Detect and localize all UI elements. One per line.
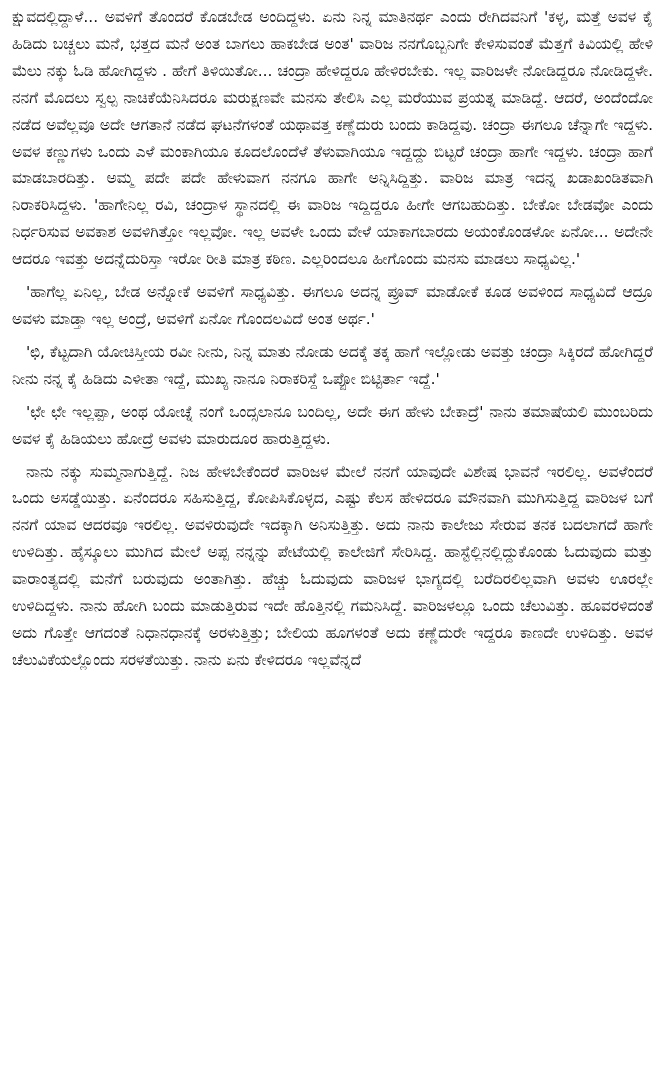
body-paragraph: 'ಹಾಗೆಲ್ಲ ಏನಿಲ್ಲ, ಬೇಡ ಅನ್ನೋಕೆ ಅವಳಿಗೆ ಸಾಧ್ಯವಿತ್ತು. ಈಗಲೂ ಅದನ್ನ ಪ್ರೂವ್ ಮಾಡೋಕೆ ಕೂಡ ಅವಳಿಂದ ಸಾಧ್ಯವಿದೆ ಆದ್ರೂ ಅವಳು ಮಾಡ್ತಾ ಇಲ್ಲ ಅಂದ್ರೆ, ಅವಳಿಗೆ ಏನೋ ಗೊಂದಲವಿದೆ ಅಂತ ಅರ್ಥ.'	[12, 283, 653, 328]
body-paragraph: ಕ್ಷುವದಲ್ಲಿದ್ದಾಳೆ... ಅವಳಿಗೆ ತೊಂದರೆ ಕೊಡಬೇಡ ಅಂದಿದ್ದಳು. ಏನು ನಿನ್ನ ಮಾತಿನರ್ಥ ಎಂದು ರೇಗಿದವನಿಗೆ 'ಕಳ್ಳ, ಮತ್ತೆ ಅವಳ ಕೈ ಹಿಡಿದು ಬಚ್ಚಲು ಮನೆ, ಭತ್ತದ ಮನೆ ಅಂತ ಬಾಗಲು ಹಾಕಬೇಡ ಅಂತ' ವಾರಿಜ ನನಗೊಬ್ಬನಿಗೇ ಕೇಳಿಸುವಂತೆ ಮೆತ್ತಗೆ ಕಿವಿಯಲ್ಲಿ ಹೇಳಿ ಮೆಲು ನಕ್ಕು ಓಡಿ ಹೋಗಿದ್ದಳು . ಹೇಗೆ ತಿಳಿಯಿತೋ... ಚಂದ್ರಾ ಹೇಳಿದ್ದರೂ ಹೇಳಿರಬೇಕು. ಇಲ್ಲ ವಾರಿಜಳೇ ನೋಡಿದ್ದರೂ ನೋಡಿದ್ದಳೇ. ನನಗೆ ಮೊದಲು ಸ್ವಲ್ಪ ನಾಚಿಕೆಯೆನಿಸಿದರೂ ಮರುಕ್ಷಣವೇ ಮನಸು ತೇಲಿಸಿ ಎಲ್ಲ ಮರೆಯುವ ಪ್ರಯತ್ನ ಮಾಡಿದ್ದೆ. ಆದರೆ, ಅಂದೆಂದೋ ನಡೆದ ಅವೆಲ್ಲವೂ ಅದೇ ಆಗತಾನೆ ನಡೆದ ಘಟನೆಗಳಂತೆ ಯಥಾವತ್ತ ಕಣ್ಣೆದುರು ಬಂದು ಕಾಡಿದ್ದವು. ಚಂದ್ರಾ ಈಗಲೂ ಚೆನ್ನಾಗೇ ಇದ್ದಳು. ಅವಳ ಕಣ್ಣುಗಳು ಒಂದು ಎಳೆ ಮಂಕಾಗಿಯೂ ಕೂದಲೊಂದೆಳೆ ತೆಳುವಾಗಿಯೂ ಇದ್ದದ್ದು ಬಿಟ್ಟರೆ ಚಂದ್ರಾ ಹಾಗೇ ಇದ್ದಳು. ಚಂದ್ರಾ ಹಾಗೆ ಮಾಡಬಾರದಿತ್ತು. ಅಮ್ಮ ಪದೇ ಪದೇ ಹೇಳುವಾಗ ನನಗೂ ಹಾಗೇ ಅನ್ನಿಸಿದ್ದಿತ್ತು. ವಾರಿಜ ಮಾತ್ರ ಇದನ್ನ ಖಡಾಖಂಡಿತವಾಗಿ ನಿರಾಕರಿಸಿದ್ದಳು. 'ಹಾಗೇನಿಲ್ಲ ರವಿ, ಚಂದ್ರಾಳ ಸ್ಥಾನದಲ್ಲಿ ಈ ವಾರಿಜ ಇದ್ದಿದ್ದರೂ ಹೀಗೇ ಆಗಬಹುದಿತ್ತು. ಬೇಕೋ ಬೇಡವೋ ಎಂದು ನಿರ್ಧರಿಸುವ ಅವಕಾಶ ಅವಳಿಗಿತ್ತೋ ಇಲ್ಲವೋ. ಇಲ್ಲ ಅವಳೇ ಒಂದು ವೇಳೆ ಯಾಕಾಗಬಾರದು ಅಯಂಕೊಂಡಳೋ ಏನೋ... ಅದೇನೇ ಆದರೂ ಇವತ್ತು ಅದನ್ನೆದುರಿಸ್ತಾ ಇರೋ ರೀತಿ ಮಾತ್ರ ಕಠಿಣ. ಎಲ್ಲರಿಂದಲೂ ಹೀಗೊಂದು ಮನಸು ಮಾಡಲು ಸಾಧ್ಯವಿಲ್ಲ.'	[12, 8, 653, 269]
body-paragraph: 'ಛಿ, ಕೆಟ್ಟದಾಗಿ ಯೋಚಿಸ್ತೀಯ ರವೀ ನೀನು, ನಿನ್ನ ಮಾತು ನೋಡು ಅದಕ್ಕೆ ತಕ್ಕ ಹಾಗೆ ಇಲ್ಲೋಡು ಅವತ್ತು ಚಂದ್ರಾ ಸಿಕ್ಕಿರದೆ ಹೋಗಿದ್ದರೆ ನೀನು ನನ್ನ ಕೈ ಹಿಡಿದು ಎಳೀತಾ ಇದ್ದೆ, ಮುಖ್ಯ ನಾನೂ ನಿರಾಕರಿಸ್ದೆ ಒಪ್ಪೋ ಬಿಟ್ಟಿರ್ತಾ ಇದ್ದೆ.'	[12, 342, 653, 388]
body-paragraph: 'ಛೇ ಛೇ ಇಲ್ಲಪ್ಪಾ, ಅಂಥ ಯೋಚ್ನೆ ನಂಗೆ ಒಂದ್ಸಲಾನೂ ಬಂದಿಲ್ಲ, ಅದೇ ಈಗ ಹೇಳು ಬೇಕಾದ್ರೆ' ನಾನು ತಮಾಷೆಯಲಿ ಮುಂಬರಿದು ಅವಳ ಕೈ ಹಿಡಿಯಲು ಹೋದ್ರೆ ಅವಳು ಮಾರುದೂರ ಹಾರುತ್ತಿದ್ದಳು.	[12, 402, 653, 448]
body-paragraph: ನಾನು ನಕ್ಕು ಸುಮ್ಮನಾಗುತ್ತಿದ್ದೆ. ನಿಜ ಹೇಳಬೇಕೆಂದರೆ ವಾರಿಜಳ ಮೇಲೆ ನನಗೆ ಯಾವುದೇ ವಿಶೇಷ ಭಾವನೆ ಇರಲಿಲ್ಲ. ಅವಳೆಂದರೆ ಒಂದು ಅಸಡ್ಡೆಯಿತ್ತು. ಏನೆಂದರೂ ಸಹಿಸುತ್ತಿದ್ದ, ಕೋಪಿಸಿಕೊಳ್ಳದ, ಎಷ್ಟು ಕೆಲಸ ಹೇಳಿದರೂ ಮೌನವಾಗಿ ಮುಗಿಸುತ್ತಿದ್ದ ವಾರಿಜಳ ಬಗೆ ನನಗೆ ಯಾವ ಆದರವೂ ಇರಲಿಲ್ಲ. ಅವಳಿರುವುದೇ ಇದಕ್ಕಾಗಿ ಅನಿಸುತ್ತಿತ್ತು. ಅದು ನಾನು ಕಾಲೇಜು ಸೇರುವ ತನಕ ಬದಲಾಗದೆ ಹಾಗೇ ಉಳಿದಿತ್ತು. ಹೈಸ್ಕೂಲು ಮುಗಿದ ಮೇಲೆ ಅಪ್ಪ ನನ್ನನ್ನು ಪೇಟೆಯಲ್ಲಿ ಕಾಲೇಜಿಗೆ ಸೇರಿಸಿದ್ದ. ಹಾಸ್ಟೆಲ್ಲಿನಲ್ಲಿದ್ದುಕೊಂಡು ಓದುವುದು ಮತ್ತು ವಾರಾಂತ್ಯದಲ್ಲಿ ಮನೆಗೆ ಬರುವುದು ಅಂತಾಗಿತ್ತು. ಹೆಚ್ಚು ಓದುವುದು ವಾರಿಜಳ ಭಾಗ್ಯದಲ್ಲಿ ಬರೆದಿರಲಿಲ್ಲವಾಗಿ ಅವಳು ಊರಲ್ಲೇ ಉಳಿದಿದ್ದಳು. ನಾನು ಹೋಗಿ ಬಂದು ಮಾಡುತ್ತಿರುವ ಇದೇ ಹೊತ್ತಿನಲ್ಲಿ ಗಮನಿಸಿದ್ದೆ. ವಾರಿಜಳಲ್ಲೂ ಒಂದು ಚೆಲುವಿತ್ತು. ಹೂವರಳಿದಂತೆ ಅದು ಗೊತ್ತೇ ಆಗದಂತೆ ನಿಧಾನಧಾನಕ್ಕೆ ಅರಳುತ್ತಿತ್ತು; ಬೇಲಿಯ ಹೂಗಳಂತೆ ಅದು ಕಣ್ಣೆದುರೇ ಇದ್ದರೂ ಕಾಣದೇ ಉಳಿದಿತ್ತು. ಅವಳ ಚೆಲುವಿಕೆಯಲ್ಲೊಂದು ಸರಳತೆಯಿತ್ತು. ನಾನು ಏನು ಕೇಳಿದರೂ ಇಲ್ಲವೆನ್ನದೆ	[12, 462, 653, 669]
